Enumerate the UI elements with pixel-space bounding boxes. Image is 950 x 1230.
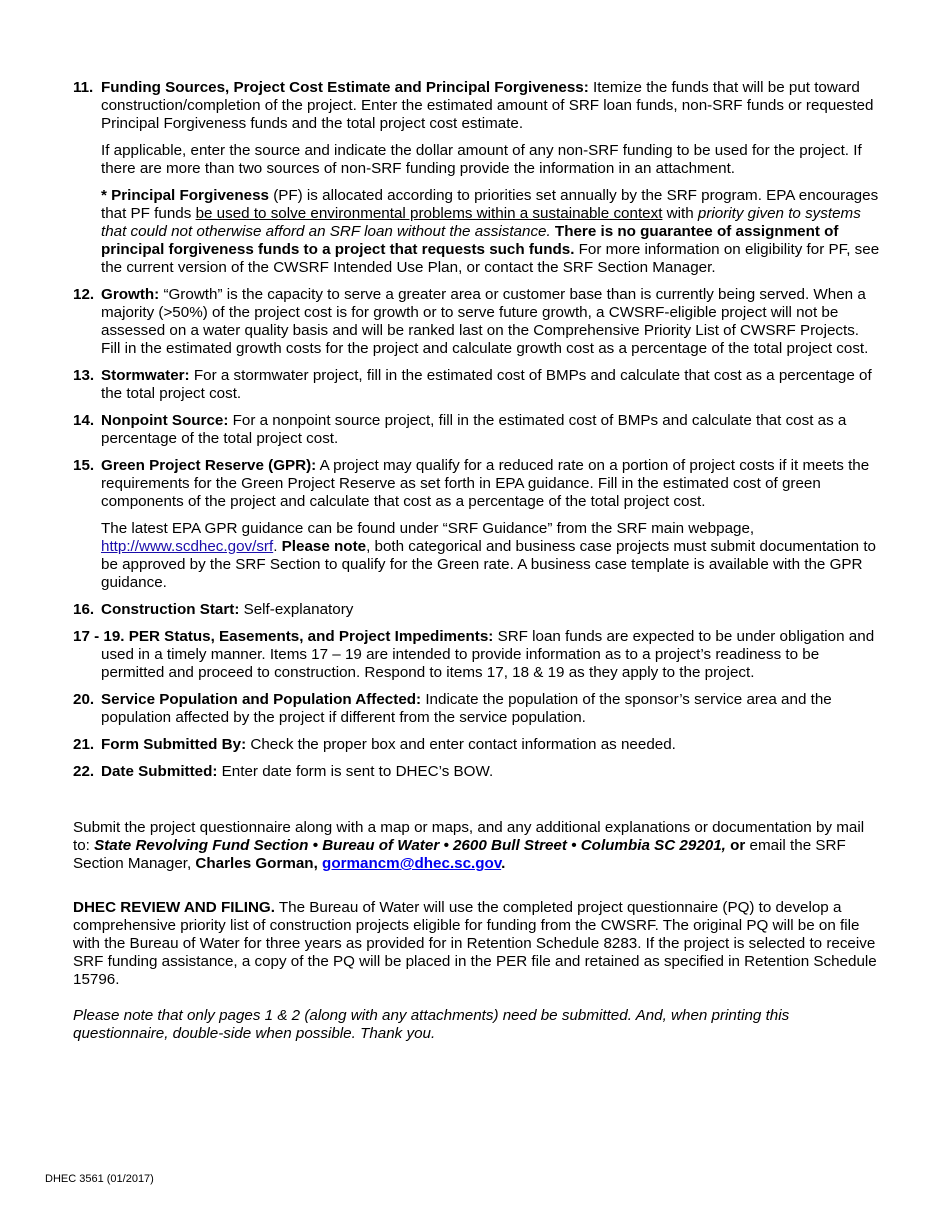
item-21 [73,736,881,754]
review-title: DHEC REVIEW AND FILING. [73,899,275,916]
item-15 [73,457,881,511]
item-11 [73,79,881,133]
item-title: Funding Sources, Project Cost Estimate and Principal Forgiveness: [101,79,589,96]
item-text: Indicate the population of the sponsor’s service area and the population affected by the project if different from the service population. [101,691,832,726]
item-number: 17 - 19. [73,628,125,645]
item-text: A project may qualify for a reduced rate on a portion of project costs if it meets the requirements for the Green Project Reserve as set forth in EPA guidance. Fill in the estimated cost of green components of the project and calculate that cost as a percentage of the total project cost. [101,457,870,510]
item-15-paragraph-2: The latest EPA GPR guidance can be found under “SRF Guidance” from the SRF main webpage, http://www.scdhec.gov/srf. Please note, both categorical and business case projects must submit documentation to be approved by the SRF Section to qualify for the Green rate. A business case template is available with the GPR guidance. [101,520,876,591]
item-text: For a nonpoint source project, fill in the estimated cost of BMPs and calculate that cost as a percentage of the total project cost. [101,412,847,447]
item-number: 22. [73,763,95,780]
item-text: Itemize the funds that will be put toward construction/completion of the project. Enter the estimated amount of SRF loan funds, non-SRF funds or requested Principal Forgiveness funds and the total project cost estimate. [101,79,874,132]
item-title: Stormwater: [101,367,190,384]
item-14 [73,412,881,448]
item-number: 12. [73,286,95,303]
item-text: “Growth” is the capacity to serve a greater area or customer base than is currently being served. When a majority (>50%) of the project cost is for growth or to serve future growth, a CWSRF-eligible project will not be assessed on a water quality basis and will be ranked last on the Comprehensive Priority List of CWSRF Projects. Fill in the estimated growth costs for the project and calculate growth cost as a percentage of the total project cost. [101,286,869,357]
review-text: The Bureau of Water will use the completed project questionnaire (PQ) to develop a comprehensive priority list of construction projects eligible for funding from the CWSRF. The original PQ will be on file with the Bureau of Water for three years as provided for in Retention Schedule 8283. If the project is selected to receive SRF funding assistance, a copy of the PQ will be placed in the PER file and retained as specified in Retention Schedule 15796. [73,899,877,988]
item-number: 14. [73,412,95,429]
item-number: 21. [73,736,95,753]
item-number: 11. [73,79,94,96]
item-title: Nonpoint Source: [101,412,229,429]
review-and-filing [73,899,881,989]
item-20 [73,691,881,727]
mailing-address: State Revolving Fund Section • Bureau of Water • 2600 Bull Street • Columbia SC 29201, [94,837,726,854]
item-16 [73,601,881,619]
item-text: Enter date form is sent to DHEC’s BOW. [217,763,494,780]
item-text: Self-explanatory [239,601,354,618]
item-title: Service Population and Population Affected: [101,691,422,708]
srf-webpage-link[interactable]: http://www.scdhec.gov/srf [101,538,274,555]
item-13 [73,367,881,403]
item-number: 16. [73,601,95,618]
item-22 [73,763,881,781]
instructions-content [73,79,881,1061]
item-title: Form Submitted By: [101,736,247,753]
item-17-19 [73,628,881,682]
item-title: Date Submitted: [101,763,218,780]
form-number-footer: DHEC 3561 (01/2017) [45,1173,154,1185]
item-text: Check the proper box and enter contact information as needed. [246,736,676,753]
item-title: Construction Start: [101,601,240,618]
item-text: SRF loan funds are expected to be under obligation and used in a timely manner. Items 17 – 19 are intended to provide information as to a project’s readiness to be permitted and proceed to construction. Respond to items 17, 18 & 19 as they apply to the project. [101,628,875,681]
item-title: PER Status, Easements, and Project Impediments: [124,628,494,645]
item-11-paragraph-2: If applicable, enter the source and indicate the dollar amount of any non-SRF funding to be used for the project. If there are more than two sources of non-SRF funding provide the information in an attachment. [101,142,862,177]
item-number: 13. [73,367,95,384]
item-title: Green Project Reserve (GPR): [101,457,317,474]
item-number: 15. [73,457,95,474]
submission-note: Please note that only pages 1 & 2 (along with any attachments) need be submitted. And, when printing this questionnaire, double-side when possible. Thank you. [73,1007,790,1042]
item-title: Growth: [101,286,160,303]
manager-name: Charles Gorman, [195,855,318,872]
item-12 [73,286,881,358]
item-11-paragraph-3: * Principal Forgiveness (PF) is allocated according to priorities set annually by the SRF program. EPA encourages that PF funds be used to solve environmental problems within a sustainable context with priority given to systems that could not otherwise afford an SRF loan without the assistance. There is no guarantee of assignment of principal forgiveness funds to a project that requests such funds. For more information on eligibility for PF, see the current version of the CWSRF Intended Use Plan, or contact the SRF Section Manager. [101,187,880,276]
submit-instructions: Submit the project questionnaire along with a map or maps, and any additional explanations or documentation by mail to: State Revolving Fund Section • Bureau of Water • 2600 Bull Street • Columbia SC 29201, or email the SRF Section Manager, Charles Gorman, gormancm@dhec.sc.gov. [73,819,865,872]
item-text: For a stormwater project, fill in the estimated cost of BMPs and calculate that cost as a percentage of the total project cost. [101,367,872,402]
item-number: 20. [73,691,95,708]
manager-email-link[interactable]: gormancm@dhec.sc.gov [322,855,502,872]
